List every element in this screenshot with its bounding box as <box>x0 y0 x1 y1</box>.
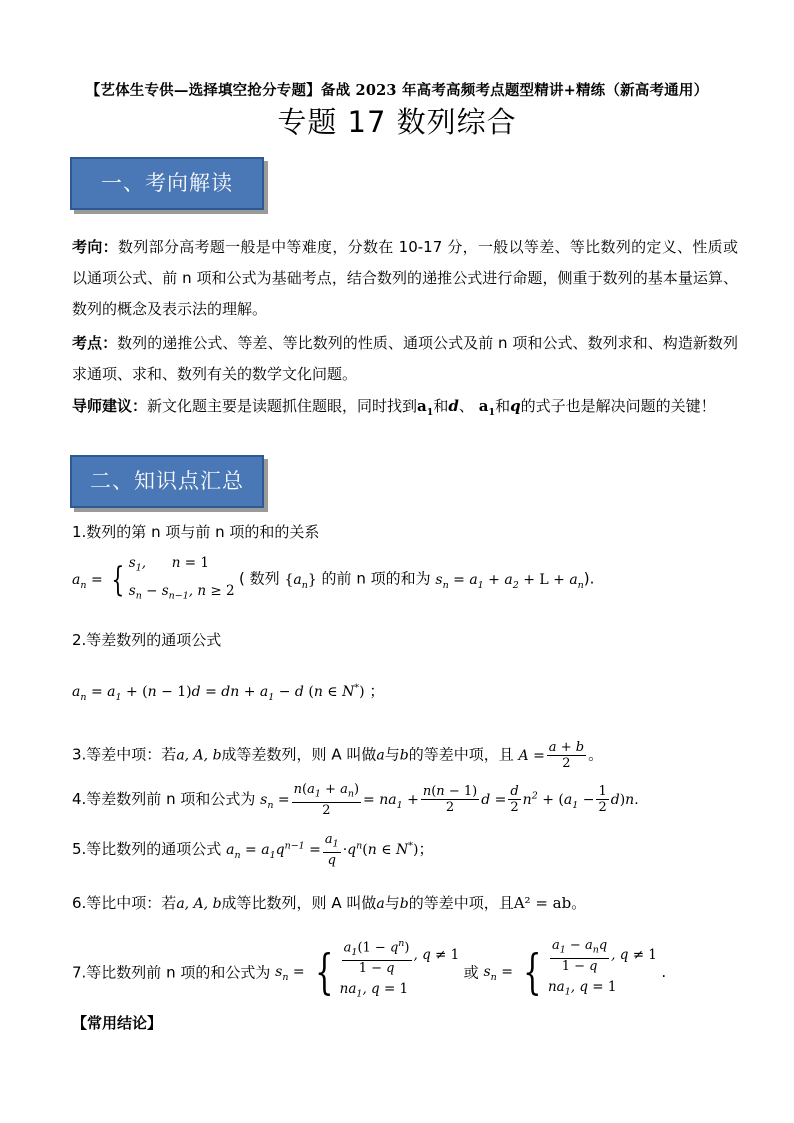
item-7 <box>72 936 666 1008</box>
item-1-note-prefix: ( 数列 <box>239 569 280 588</box>
formula-sn-sum: $s_n = a_1 + a_2 + L + a_n$ <box>435 571 584 591</box>
label-kaodian: 考点： <box>72 334 118 352</box>
item-5 <box>72 832 434 868</box>
formula-seq-an: $\{a_n\}$ <box>284 571 317 591</box>
text-kaoxiang: 数列部分高考题一般是中等难度，分数在 10-17 分，一般以等差、等比数列的定义、性质或以通项公式、前 n 项和公式为基础考点，结合数列的递推公式进行命题，侧重于数列的基本量运算、数列的概念及表示法的理解。 <box>72 238 738 318</box>
item-6-prefix: 6.等比中项：若 <box>72 894 177 912</box>
symbol-a: a <box>376 747 385 764</box>
item-3 <box>72 740 603 771</box>
formula-arith-general-term: $a_n = a_1 + (n - 1)d$ = dn + $a_1 - d$ (n ∈ N*) <box>72 682 365 703</box>
common-conclusion-label: 【常用结论】 <box>72 1014 163 1032</box>
item-6 <box>72 892 586 913</box>
item-1-title: 1.数列的第 n 项与前 n 项的和的关系 <box>72 523 320 541</box>
item-1-formula <box>72 552 594 607</box>
item-6-end: 。 <box>571 894 587 912</box>
symbol-b: b <box>399 747 409 764</box>
item-1-note-mid: 的前 n 项的和为 <box>321 569 431 588</box>
text-daoshi-after: 的式子也是解决问题的关键！ <box>520 397 716 415</box>
item-3-mid2: 与 <box>384 745 400 764</box>
item-4 <box>72 782 639 818</box>
text-daoshi-before: 新文化题主要是读题抓住题眼，同时找到 <box>147 397 418 415</box>
formula-arith-sum: $s_n$ = $\frac{n(a_1 + a_n)}{2}$ = $na_1$ + $\frac{n(n - 1)}{2}$ d = $\frac{d}{2}$ $n^2 + (a_1$ − $\frac{1}{2}$ d)n. <box>260 782 639 818</box>
item-7-prefix: 7.等比数列前 n 项的和公式为 <box>72 963 271 982</box>
paragraph-kaodian <box>72 328 738 390</box>
item-4-prefix: 4.等差数列前 n 项和公式为 <box>72 789 256 808</box>
item-2-formula: $a_n = a_1 + (n - 1)d$ = dn + $a_1 - d$ (n ∈ N*) ； <box>72 682 385 703</box>
formula-aAb: a, A, b <box>176 747 222 764</box>
item-3-mid1: 成等差数列，则 A 叫做 <box>221 745 377 764</box>
item-3-mid3: 的等差中项，且 <box>408 745 514 764</box>
symbol-a1: a <box>417 397 427 415</box>
label-kaoxiang: 考向： <box>72 238 118 256</box>
text-kaodian: 数列的递推公式、等差、等比数列的性质、通项公式及前 n 项和公式、数列求和、构造新数列求通项、求和、数列有关的数学文化问题。 <box>72 334 738 383</box>
formula-geo-sum-1: $s_n$ = { $\frac{a_1(1 - q^n)}{1 - q}$ , q ≠ 1 $na_1$, q = 1 <box>275 938 460 1000</box>
formula-aAb-geo: a, A, b <box>176 896 222 912</box>
symbol-a1-second: a <box>478 397 489 415</box>
item-6-mid1: 成等比数列，则 A 叫做 <box>221 894 377 912</box>
document-header: 【艺体生专供—选择填空抢分专题】备战 2023 年高考高频考点题型精讲+精练（新高考通用） <box>85 82 709 99</box>
item-6-mid3: 的等差中项，且 <box>408 894 514 912</box>
text-he-second: 和 <box>495 397 511 415</box>
formula-geo-general-term: $a_n = a_1q^{n-1}$ = $\frac{a_1}{q}$ $\cdot q^n(n$ ∈ N*) <box>226 832 419 868</box>
text-dun: 、 <box>458 397 474 415</box>
text-he: 和 <box>433 397 449 415</box>
formula-an-cases: $a_n$ = { $s_1$, n = 1 $s_n - s_{n-1}$, n ≥ 2 <box>72 555 235 602</box>
formula-geo-sum-2: $s_n$ = { $\frac{a_1 - a_nq}{1 - q}$ , q ≠ 1 $na_1$, q = 1 <box>483 938 657 1000</box>
formula-geo-mean: A² = ab <box>513 894 572 912</box>
symbol-a-geo: a <box>376 896 385 912</box>
item-7-end: . <box>661 962 667 981</box>
symbol-b-geo: b <box>399 896 409 912</box>
symbol-d: d <box>448 397 459 415</box>
item-6-mid2: 与 <box>384 894 400 912</box>
section-heading-zhishidian: 二、知识点汇总 <box>70 455 264 508</box>
item-5-end: ； <box>418 839 434 858</box>
item-7-or: 或 <box>463 963 479 982</box>
item-5-prefix: 5.等比数列的通项公式 <box>72 839 222 858</box>
symbol-q: q <box>510 397 521 415</box>
item-2-title: 2.等差数列的通项公式 <box>72 631 222 649</box>
paragraph-daoshi: 导师建议：新文化题主要是读题抓住题眼，同时找到$a_1$和d、 $a_1$和q的式子也是解决问题的关键！ <box>72 397 716 418</box>
section-heading-kaoxiang: 一、考向解读 <box>70 157 264 210</box>
label-daoshi: 导师建议： <box>72 397 148 415</box>
formula-arith-mean: A = $\frac{a + b}{2}$ <box>518 740 585 771</box>
item-3-end: 。 <box>588 745 604 764</box>
item-1-note-end: ). <box>583 569 595 588</box>
item-3-prefix: 3.等差中项：若 <box>72 745 177 764</box>
page-title: 专题 17 数列综合 <box>277 105 517 139</box>
paragraph-kaoxiang <box>72 232 738 325</box>
